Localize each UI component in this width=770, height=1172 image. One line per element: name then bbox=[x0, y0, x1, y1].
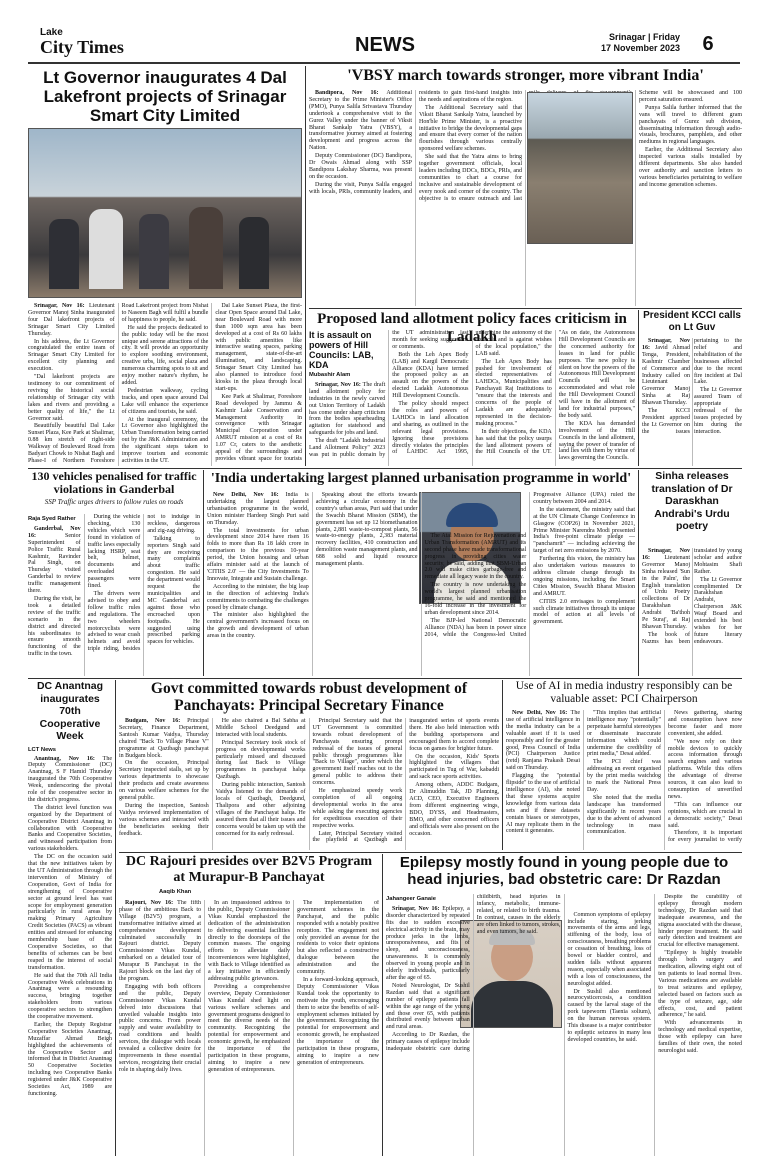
paragraph: Both the Leh Apex Body (LAB) and Kargil Democratic Alliance (KDA) have termed the proposed policy as an assault on the powers of the elected Ladakh Autonomous Hill Development Councils. bbox=[392, 351, 469, 400]
column-rule bbox=[305, 66, 306, 466]
paragraph: Javid Ahmad Tenga, President, Kashmir Chamber of Commerce and Industry called on Lieutenant Governor Manoj Sinha at Raj Bhawan Thursday. bbox=[642, 344, 690, 407]
paragraph: Beautifully beautiful Dal Lake Sunset Plaza, Kee Park at Shalimar, 0.88 km stretch of right-side Walkway of Boulevard Road from Badyari Chowk to Nishat Bagh and Phase-I of Northern Foreshore Road Lakefront project from Nishat to Naseem Bagh will fulfil a bundle of happiness to people, he said. bbox=[28, 303, 209, 464]
article-columns bbox=[28, 514, 200, 676]
paragraph: Kee Park at Shalimar, Foreshore Road developed by Jammu & Kashmir Lake Conservation and Management Authority in convergence with Srinagar Municipal Corporation under AMRUT mission at a cost of Rs 1.07 Cr, caters to the aesthetic appeal of the surroundings and provides vibrant space for tourists bbox=[215, 393, 302, 462]
paragraph: India is undertaking the largest planned urbanisation programme in the world, Union minister Hardeep Singh Puri said on Thursday. bbox=[207, 492, 309, 526]
article-body bbox=[309, 330, 635, 466]
paragraph: "Dal lakefront projects are testimony to our commitment of reviving the historical social relationship of Srinagar city with lakes and rivers and providing a better quality of life," the Lt Governor said. bbox=[28, 374, 115, 422]
paragraph: During the visit, he took a detailed review of the traffic scenario in the district and directed his subordinates to ensure smooth functioning of the traffic in the town. bbox=[28, 595, 81, 658]
dateline: Srinagar, Nov 16: bbox=[315, 381, 361, 388]
byline: Jahangeer Ganaie bbox=[386, 896, 436, 902]
paragraph: Common symptoms of epilepsy include staring, jerking movements of the arms and legs, stiffening of the body, loss of consciousness, breathing problems or cessation of breathing, loss of bowel or bladder control, and sudden falls without apparent reason, especially when associated with a loss of consciousness, the neurologist added. bbox=[567, 911, 652, 987]
paragraph: The total investments for urban development since 2014 have risen 16 folds to more than Rs 18 lakh crore in comparison to the previous 10-year period, the Union housing and urban affairs minister said at the launch of 'CITIIS 2.0' — the City Investments To Innovate, Integrate and Sustain challenge. bbox=[207, 527, 309, 582]
dateline: Bandipora, Nov 16: bbox=[315, 90, 379, 96]
paragraph: According to the minister, the big leap in the direction of achieving India's commitments to combating the challenges posed by climate change. bbox=[207, 583, 309, 611]
dateline: Rajouri, Nov 16: bbox=[125, 900, 174, 906]
paragraph: CITIIS 2.0 envisages to complement such climate initiatives through its unique model of action at all levels of government. bbox=[533, 598, 635, 626]
headline: 'India undertaking largest planned urbanisation programme in world' bbox=[210, 471, 632, 486]
article-columns bbox=[207, 492, 635, 676]
paragraph: The use of artificial intelligence in the media industry can be a valuable asset if it is used responsibly and for the greater good, Press Council of India (PCI) Chairperson Justice (retd) Ranjana Prakash Desai said on Thursday. bbox=[506, 710, 580, 772]
article-body bbox=[28, 514, 200, 676]
column-rule bbox=[115, 680, 116, 1156]
paragraph: Additional Secretary to the Prime Minister's Office (PMO), Punya Salila Srivastava Thursday undertook a comprehensive visit to the Gurez Valley under the banner of Viksit Bharat Sankalp Yatra (VBSY), a transformative journey aimed at fostering development and progress across the Nation. bbox=[309, 90, 412, 152]
paragraph: At the inaugural ceremony, the Lt Governor also highlighted the Urban Transformation being carried out by the J&K Administration and the significant steps taken to improve tourism and economic activities in the UT. bbox=[121, 416, 209, 464]
paragraph: Despite the curability of epilepsy through modern technology, Dr Razdan said that inadequate awareness, and the stigma associated with the disease, hinder proper treatment. He said early detection and treatment are crucial for effective management. bbox=[658, 894, 742, 949]
section-rule bbox=[28, 678, 742, 679]
paragraph: Principal Secretary took stock of progress on developmental works particularly missed and discussed during last Back to Village programmes in panchayat halqa Qazibagh. bbox=[215, 739, 306, 781]
column-rule bbox=[203, 470, 204, 676]
paragraph: The district level function was organized by the Department of Cooperative District Anantnag in collaboration with Cooperative Banks and Cooperative Societies, and witnessed participation from various stakeholders. bbox=[28, 804, 112, 853]
paragraph: She said that the Yatra aims to bring together government officials, local leaders including DDCs, BDCs, PRIs, and communities to chart a course for inclusive and sustainable development of every nook and corner of the country. The objective is to ensure outreach and last bbox=[419, 154, 522, 202]
paragraph: He said the projects dedicated to the public today will be the most unique and serene attractions of the city. It will provide an opportunity to explore soothing environment, creative urbs, life, social plaza and numerous charming spots to sit and enjoy mother nature's rhythm, he added. bbox=[121, 324, 209, 386]
paragraph: Speaking about the efforts towards achieving a circular economy in the country's urban areas, Puri said that under the Swachh Bharat Mission (SBM), the government has set up 12 biomethanation plants, 2,881 waste-to-compost plants, 56 waste-to-energy plants, 2,383 material recovery facilities, 410 construction and demolition waste management plants, and 688 solid and liquid resource management plants. bbox=[315, 492, 418, 568]
subheadline: SSP Traffic urges drivers to follow rules on roads bbox=[44, 498, 184, 506]
paragraph: The implementation of government schemes in the Panchayat, and the public responded with a notably positive reception. The engagement not only provided an avenue for the residents to voice their opinions but also reflected a constructive dialogue between the administration and the community. bbox=[297, 900, 379, 976]
article-urdu-poetry bbox=[642, 470, 742, 676]
article-epilepsy bbox=[386, 854, 742, 1156]
issue-date bbox=[560, 32, 680, 58]
headline: Lt Governor inaugurates 4 Dal Lakefront projects of Srinagar Smart City Limited bbox=[43, 68, 287, 125]
dateline: Anantnag, Nov 16: bbox=[34, 755, 95, 762]
article-body bbox=[642, 338, 742, 466]
paragraph: He said that the 70th All India Cooperative Week celebrations in Anantnag were a resounding success, bringing together stakeholders from various cooperative sectors to strengthen the cooperative movement. bbox=[28, 972, 112, 1021]
paragraph: In a forward-looking approach, Deputy Commissioner Vikas Kundal took the opportunity to motivate the youth, encouraging them to seize the benefits of self-employment schemes initiated by the government. Recognizing the potential for empowerment and economic growth, he emphasized the importance of the participation in these programs, aiming to inspire a new generation of entrepreneurs. bbox=[297, 976, 379, 1066]
article-body bbox=[642, 548, 742, 676]
paragraph: Engaging with both officers and the public, Deputy Commissioner Vikas Kundal delved into discussions that unveiled valuable insights into public concerns. From power supply and water availability to road conditions and health services, the dialogue with locals revealed a collective desire for improvements in these essential services, recognizing their crucial role in shaping daily lives. bbox=[119, 983, 201, 1073]
paragraph: Dr Sushil also mentioned neurocysticercosis, a condition caused by the larval stage of the pork tapeworm (Taenia solium), on the human nervous system. This disease is a major contributor to epileptic seizures in many less developed countries, he said. bbox=[567, 988, 652, 1043]
article-columns bbox=[309, 90, 742, 306]
article-kcci bbox=[642, 310, 742, 466]
masthead-rule bbox=[28, 62, 740, 64]
article-columns bbox=[642, 548, 742, 676]
headline: Use of AI in media industry responsibly can be valuable asset: PCI Chairperson bbox=[515, 680, 733, 705]
paragraph: The Lt Governor assured Team of appropriate redressal of the issues projected by him during the interaction. bbox=[694, 387, 742, 435]
column-rule bbox=[638, 470, 639, 676]
paragraph: In the statement, the ministry said that at the UN Climate Change Conference in Glasgow (COP26) in November 2021, Prime Minister Narendra Modi presented India's five-point climate pledge — "panchamrit" — including achieving the target of net zero emissions by 2070. bbox=[533, 506, 635, 555]
dateline: Srinagar, Nov 16: bbox=[34, 303, 85, 309]
issue-date-line1: Srinagar | Friday bbox=[608, 32, 680, 42]
paragraph: The PCI chief was addressing an event organised by the print media watchdog to mark the National Press Day. bbox=[587, 759, 661, 793]
paragraph: Lieutenant Governor Manoj Sinha released 'Sun in the Palm', the English translation of Urdu Poetry collections of Dr Darakhshan Andrabi 'Ba'thoh Pe Suraj', at Raj Bhawan Thursday. bbox=[642, 554, 690, 630]
dateline: New Delhi, Nov 16: bbox=[213, 492, 279, 498]
paragraph: The Deputy Commissioner (DC) Anantnag, S F Hamid Thursday inaugurated the 70th Cooperative Week, underscoring the pivotal role of the cooperative sector in the district's progress. bbox=[28, 755, 112, 803]
byline: LCT News bbox=[28, 746, 57, 753]
article-body bbox=[28, 756, 112, 1157]
article-land-policy bbox=[309, 310, 635, 466]
article-traffic-ganderbal bbox=[28, 470, 200, 676]
page-number: 6 bbox=[702, 33, 714, 55]
paragraph: The DC on the occasion said that the new initiatives taken by the UT Administration through the intervention of Ministry of Cooperation, Govt of India for strengthening of Cooperative sector at ground level has vast scope for employment generation particularly in rural areas by making Primary Agriculture Credit Societies (PACS) as vibrant entities and stressed for enhancing membership base of the Cooperative Societies, so that benefits of schemes can be best reaped in the interest of social transformation. bbox=[28, 854, 112, 971]
dateline: Srinagar, Nov 16: bbox=[392, 905, 440, 912]
paragraph: During the inspection, Santosh Vaidya reviewed implementation of various schemes and interacted with the beneficiaries seeking their feedback. bbox=[119, 802, 209, 837]
paragraph: During public interaction, Santosh Vaidya listened to the demands of locals of Qazibagh, Deedgund, Thalipora and other adjoining villages of the Panchayat halqa. He assured them that all their issues and concerns would be taken up with the concerned for its early redressal. bbox=[215, 782, 306, 837]
paragraph: He emphasized speedy work completion of all ongoing developmental works in the area while asking the executing agencies for expeditious execution of their respective works. bbox=[312, 788, 403, 829]
paragraph: Epilepsy, a disorder characterized by repeated fits due to sudden excessive electrical activity in the brain, may produce jerks in the limbs, unresponsiveness, and fits of sleep, and unconsciousness, unawareness. It is commonly observed in young people and in elderly individuals, particularly after the age of 65. bbox=[386, 905, 470, 981]
paragraph: "This can influence our opinions, which are crucial in a democratic society," Desai said. bbox=[668, 801, 742, 829]
dateline: Budgam, Nov 16: bbox=[125, 718, 181, 724]
article-columns bbox=[386, 894, 742, 1156]
paragraph: Later, Principal Secretary visited the playfield at Qazibagh and inaugurated series of sports events there. He also held interaction with the budding sportspersons and encouraged them to accord complete focus on games for brighter future. bbox=[312, 718, 499, 844]
paragraph: He also chaired a Bal Sabha at Middle School Deedgund and interacted with local students. bbox=[215, 718, 306, 738]
article-lg-dal-projects bbox=[28, 66, 302, 466]
dateline: New Delhi, Nov 16: bbox=[512, 710, 568, 716]
headline: Proposed land allotment policy faces criticism in Ladakh bbox=[317, 311, 627, 345]
brand-name: City Times bbox=[40, 37, 124, 57]
paragraph: On the occasion, Principal Secretary inspected stalls, set up by various departments to showcase their products and create awareness on various welfare schemes for the general public. bbox=[119, 760, 209, 801]
photo-vbsy-stalls bbox=[527, 92, 633, 244]
masthead bbox=[0, 0, 770, 62]
article-columns bbox=[119, 900, 379, 1156]
brand-logo bbox=[40, 28, 140, 60]
paragraph: Punya Salila further informed that the vans will travel to different gram panchayats of Gurez sub division, disseminating information through audio-visuals, brochures, pamphlets, and other mediums in regional languages. bbox=[639, 104, 742, 146]
paragraph: She noted that the media landscape has transformed significantly in recent years due to the advent of advanced technology in mass communication. bbox=[587, 794, 661, 836]
paragraph: According to Dr Razdan, the primary causes of epilepsy include inadequate obstetric care during childbirth, head injuries in infancy, metabolic, immune-related, or related to birth trauma. In contrast, causes in the elderly are often linked to tumors, strokes, and even tumors, he said. bbox=[386, 894, 561, 1053]
paragraph: The minister also highlighted the central government's increased focus on the growth and development of urban areas in the country. bbox=[207, 612, 309, 640]
dateline: Ganderbal, Nov 16: bbox=[28, 525, 81, 539]
article-rajouri-b2v5 bbox=[119, 854, 379, 1156]
paragraph: The Additional Secretary said that Viksit Bharat Sankalp Yatra, launched by Hon'ble Prime Minister, is a proactive initiative to bridge the developmental gaps and ensure that every corner of the nation flourishes through various centrally sponsored welfare schemes. bbox=[419, 104, 522, 153]
paragraph: Principal Secretary, Finance Department, Santosh Kumar Vaidya, Thursday chaired "Back To Village Phase V" programme at Qazibagh panchayat in Budgam block. bbox=[119, 718, 209, 759]
article-body bbox=[119, 900, 379, 1156]
article-ai-media bbox=[506, 680, 742, 850]
paragraph: The drivers were advised to obey and follow traffic rules and regulations. The two wheelers motorcyclists were advised to wear crash helmets and avoid triple riding, besides not to indulge in reckless, dangerous and zig-zag driving. bbox=[87, 514, 200, 653]
headline: Epilepsy mostly found in young people due to head injuries, bad obstetric care: Dr Razdan bbox=[399, 854, 729, 888]
byline: Aaqib Khan bbox=[159, 889, 192, 895]
paragraph: The Leh Apex Body has pushed for involvement of elected representatives of LAHDCs, Municipalities and Panchayati Raj Institutions to "ensure that the interests and concerns of the people of Ladakh are adequately represented in the decision-making process." bbox=[475, 358, 552, 427]
paragraph: Earlier, the Additional Secretary also inspected various stalls installed by different departments. She also handed over authority and sanction letters to various beneficiaries pertaining to welfare and income generation schemes. bbox=[639, 147, 742, 188]
headline: 130 vehicles penalised for traffic violations in Ganderbal bbox=[31, 470, 197, 496]
brand-top: Lake bbox=[40, 28, 63, 38]
paragraph: The draft "Ladakh Industrial Land Allotment Policy" 2023 was put in public domain by the UT administration last month for seeking suggestions or comments. bbox=[309, 330, 469, 458]
column-rule bbox=[382, 854, 383, 1156]
article-body bbox=[386, 894, 742, 1156]
paragraph: "This implies that artificial intelligence may "potentially" perpetuate harmful stereotypes or disseminate inaccurate information which could undermine the credibility of print media," Desai added. bbox=[587, 710, 661, 758]
paragraph: During the visit, Punya Salila engaged with locals, PRIs, community leaders, and residents to gain first-hand insights into the needs and aspirations of the region. bbox=[309, 90, 522, 195]
headline: Sinha releases translation of Dr Daraskhan Andrabi's Urdu poetry bbox=[651, 470, 733, 532]
column-rule bbox=[502, 680, 503, 850]
paragraph: Lieutenant Governor Manoj Sinha inaugurated four Dal lakefront projects of Srinagar Smart City Limited Thursday. bbox=[28, 303, 115, 337]
paragraph: The draft land allotment policy for industries in the newly carved out Union Territory of Ladakh has come under sharp criticism from the bodies spearheading agitation for statehood and safeguards for jobs and land. bbox=[309, 381, 386, 437]
paragraph: News gathering, sharing and consumption have now become faster and more convenient, she added. bbox=[668, 710, 742, 737]
byline: Mubashir Alam bbox=[309, 372, 351, 378]
paragraph: Principal Secretary said that the UT Government is committed towards robust development of Panchayats ensuring prompt redressal of the issues of general public through programmes like "Back to Village", under which the government itself reaches out to the general public to address their concerns. bbox=[312, 718, 403, 787]
article-columns bbox=[642, 338, 742, 466]
article-body bbox=[28, 303, 302, 466]
paragraph: Pedestrian walkway, cycling tracks, and open space around Dal Lake will enhance the experience of citizens and tourists, he said. bbox=[121, 387, 209, 415]
paragraph: Deputy Commissioner (DC) Bandipora, Dr Owais Ahmad along with SSP Bandipora Lakshay Sharma, was present on the occasion. bbox=[309, 153, 412, 180]
paragraph: The KDA has demanded involvement of the Hill Councils in the land allotment, saying the power of transfer of land lies with them by virtue of laws governing the Councils. bbox=[558, 420, 635, 462]
paragraph: Providing a comprehensive overview, Deputy Commissioner Vikas Kundal shed light on various welfare schemes and government programs designed to meet the diverse needs of the community. Recognizing the potential for empowerment and economic growth, he emphasized the importance of the participation in these programs, aiming to inspire a new generation of entrepreneurs. bbox=[208, 983, 290, 1073]
article-coop-week bbox=[28, 680, 112, 1156]
section-rule bbox=[119, 852, 742, 853]
paragraph: Noted Neurologist, Dr Sushil Razdan said that a significant number of epilepsy patients fall within the age range of the young and those over 65, with patients distributed evenly between urban and rural areas. bbox=[386, 982, 470, 1031]
article-body bbox=[207, 492, 635, 676]
paragraph: Scheme will be showcased and 100 percent saturation ensured. bbox=[639, 90, 742, 103]
dateline: Srinagar, Nov 16: bbox=[642, 338, 690, 351]
issue-date-line2: 17 November 2023 bbox=[600, 43, 680, 53]
photo-lg-inauguration bbox=[28, 128, 302, 298]
section-rule bbox=[309, 308, 742, 309]
kicker-text: It is assault on powers of Hill Councils: LAB, KDA bbox=[309, 330, 374, 370]
paragraph: "Epilepsy is highly treatable through both surgery and medication, allowing eight out of ten patients to lead normal lives. Various medications are available to treat seizures and epilepsy, selected based on factors such as the type of seizure, age, side effects, cost, and patient adherence," he said. bbox=[658, 950, 742, 1019]
paragraph: In their objections, the KDA has said that the policy usurps the land allotment powers of the Hill Councils of the UT. "As on date, the Autonomous Hill Development Councils are the concerned authority for leases in land for public purposes. The new policy is silent on how the powers of the Autonomous Hill Development Councils will be accommodated and what role the Hill Development Council will have in the allotment of land for industrial purposes," the body said. bbox=[475, 330, 635, 456]
paragraph: Earlier, the Deputy Registrar Cooperative Societies Anantnag, Muzaffar Ahmad Beigh highlighted the achievements of the Cooperative Sector and informed that in District Anantnag 50 Cooperative Societies including two Cooperative Banks registered under J&K Cooperative Societies Act, 1989 are functioning. bbox=[28, 1021, 112, 1097]
article-body bbox=[506, 710, 742, 850]
article-panchayats bbox=[119, 680, 499, 850]
paragraph: The BJP-led National Democratic Alliance (NDA) has been in power since 2014, while the Congress-led United Progressive Alliance (UPA) ruled the country between 2004 and 2014. bbox=[424, 492, 635, 638]
paragraph: With advancements in technology and medical expertise, those with epilepsy can have families of their own, the noted neurologist said. bbox=[658, 1020, 742, 1054]
paragraph: The book of Nazms has been translated by young scholar and author Mohtasim Shafi Rather. bbox=[642, 548, 742, 645]
paragraph: On the occasion, Kids' Sports highlighted the villagers that participated in Tug of War, kabaddi and sack race sports activities. bbox=[409, 753, 499, 781]
paragraph: During the vehicle checking, 130 vehicles which were found in violation of traffic laws especially lacking HSRP, seat belt, helmet, documents and overloaded passengers were fined. bbox=[87, 514, 141, 590]
section-title: NEWS bbox=[355, 34, 415, 56]
paragraph: The Lt Governor complimented Dr Darakhshan Andrabi, Chairperson J&K Waqf Board and extended his best wishes for her future literary endeavours. bbox=[694, 576, 742, 645]
headline: DC Anantnag inaugurates 70th Cooperative Week bbox=[36, 680, 104, 742]
byline: Raja Syed Rather bbox=[28, 516, 76, 522]
paragraph: Furthering this vision, the ministry has also undertaken various measures to address climate change through its ongoing missions, including the Smart Cities Mission, Swachh Bharat Mission and AMRUT. bbox=[533, 556, 635, 597]
paragraph: Senior Superintendent of Police Traffic Rural Kashmir, Ravinder Pal Singh, on Thursday visited Ganderbal to review traffic management there. bbox=[28, 532, 81, 595]
paragraph: The KCCI President apprised the Lt Governor on the issues pertaining to the relief and rehabilitation of the businesses affected due to the recent fire incident at Dal Lake. bbox=[642, 338, 742, 435]
paragraph: Dal Lake Sunset Plaza, the first-clear Open Space around Dal Lake, near Boulevard Road with more than 1000 sqm area has been developed at a cost of Rs 60 lakhs with public amenities like interactive seating spaces, parking management, state-of-the-art illumination, and landscaping. Srinagar Smart City Limited has also planned to introduce food kiosks in the plaza through local start-ups. bbox=[215, 303, 302, 392]
paragraph: Talking to reporters Singh said they are receiving many complaints about traffic congestion. He said the department would request the municipalities and MC Ganderbal act against those who encroached upon footpaths. He suggested using prescribed parking spaces for vehicles. bbox=[147, 535, 200, 646]
section-rule bbox=[28, 468, 742, 469]
paragraph: The fifth phase of the ambitious Back to Village (B2V5) program, a transformative initiative aimed at comprehensive development culminated successfully in Rajouri district. Deputy Commissioner Vikas Kundal, embarked on a detailed tour of Murapur B Panchayat in the Rajouri block on the last day of the program. bbox=[119, 900, 201, 982]
headline: DC Rajouri presides over B2V5 Program at Murapur-B Panchayat bbox=[125, 854, 373, 885]
paragraph: In an impassioned address to the public, Deputy Commissioner Vikas Kundal emphasized the dedication of the administration to delivering essential facilities directly to the doorsteps of the common masses. The ongoing efforts to alleviate daily inconveniences were highlighted, with Back to Village identified as a key initiative in efficiently addressing public grievances. bbox=[208, 900, 290, 982]
dateline: Srinagar, Nov 16: bbox=[642, 548, 690, 561]
paragraph: The policy should respect the roles and powers of LAHDCs in land allocation and sharing, as outlined in the relevant legal provisions. Ignoring these provisions directly violates the principles of LAHDC Act 1995, undermine the autonomy of the councils and is against wishes of the local population," the LAB said. bbox=[392, 330, 552, 456]
headline: President KCCI calls on Lt Guv bbox=[643, 310, 741, 333]
paragraph: The country is now undertaking the world's largest planned urbanisation programme, he said and mentioned the 16-fold increase in the investment for urban development since 2014. bbox=[424, 582, 527, 616]
paragraph: In his address, the Lt Governor congratulated the entire team of Srinagar Smart City Limited for excellent city planning and execution. bbox=[28, 338, 115, 373]
article-urbanisation bbox=[207, 470, 635, 676]
article-body bbox=[309, 90, 742, 306]
article-columns bbox=[28, 303, 302, 466]
article-body bbox=[119, 718, 499, 850]
article-columns bbox=[506, 710, 742, 850]
article-columns bbox=[309, 330, 635, 466]
paragraph: "We now rely on their mobile devices to quickly access information through search engines and various platforms. While this offers the advantage of diverse sources, it can also lead to consumption of unverified news. bbox=[668, 738, 742, 800]
article-columns bbox=[119, 718, 499, 850]
paragraph: Among others, ADDC Budgam, Dr Alimuddin Tak, JD Planning, ACD, CEO, Executive Engineers from different engineering wings, BDO, DYSS, and Headmasters, BMO, and other concerned officers and officials were also present on the occasion. bbox=[409, 782, 499, 837]
paragraph: The Atal Mission for Rejuvenation and Urban Transformation (AMRUT) and its second phase have made transformational progress in providing cities water security, he said, adding that SBM-Urban 2.0 will make cities garbage-free and remediate all legacy waste in the country. bbox=[424, 532, 527, 581]
headline: Govt committed towards robust development of Panchayats: Principal Secretary Finance bbox=[150, 680, 468, 714]
paragraph: Therefore, it is important for every journalist to verify bbox=[668, 830, 742, 844]
headline: 'VBSY march towards stronger, more vibrant India' bbox=[347, 67, 704, 84]
column-rule bbox=[638, 310, 639, 466]
article-vbsy bbox=[309, 66, 742, 306]
paragraph: Flagging the "potential flipside" to the use of artificial intelligence (AI), she noted that these systems acquire knowledge from various data sets and if these datasets contain biases or stereotypes, AI may replicate them in the content it generates. bbox=[506, 773, 580, 835]
